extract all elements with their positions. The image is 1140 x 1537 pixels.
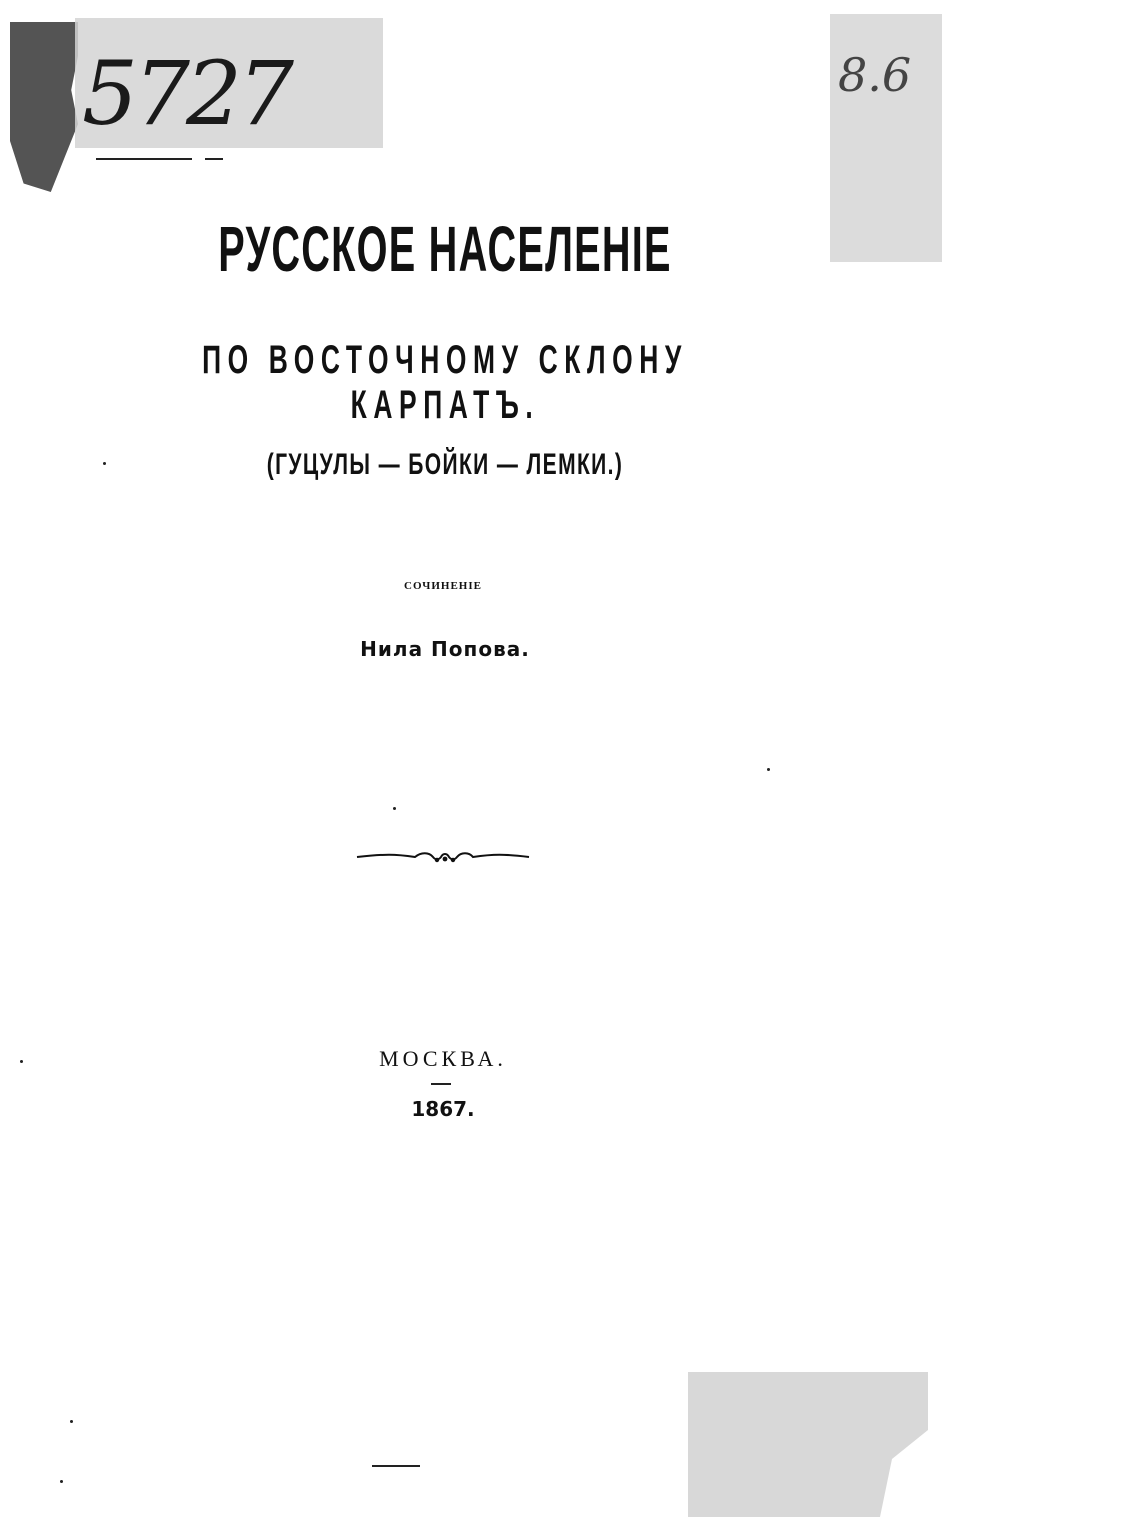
imprint-dash [431, 1083, 451, 1085]
work-label: СОЧИНЕНІЕ [404, 580, 482, 592]
publication-year: 1867. [411, 1097, 475, 1121]
author-name: Нила Попова. [360, 637, 530, 661]
scan-speck [20, 1060, 23, 1063]
scan-rule [205, 158, 223, 160]
book-subtitle-groups: (ГУЦУЛЫ — БОЙКИ — ЛЕМКИ.) [266, 448, 624, 481]
scan-speck [70, 1420, 73, 1423]
book-title: РУССКОЕ НАСЕЛЕНІЕ [218, 213, 672, 285]
scan-speck [767, 768, 770, 771]
book-subtitle: ПО ВОСТОЧНОМУ СКЛОНУ КАРПАТЪ. [202, 338, 688, 427]
publication-city: МОСКВА. [379, 1046, 507, 1071]
handwritten-catalog-number: 5727 [82, 42, 290, 145]
scan-edge-shadow [10, 22, 78, 192]
handwritten-corner-mark: 8.6 [838, 48, 912, 102]
scan-rule [96, 158, 192, 160]
ornament-divider-icon [355, 848, 531, 866]
scan-speck [393, 807, 396, 810]
bottom-stain-patch [688, 1372, 928, 1517]
scan-speck [60, 1480, 63, 1483]
scan-rule [372, 1465, 420, 1467]
scan-speck [103, 462, 106, 465]
